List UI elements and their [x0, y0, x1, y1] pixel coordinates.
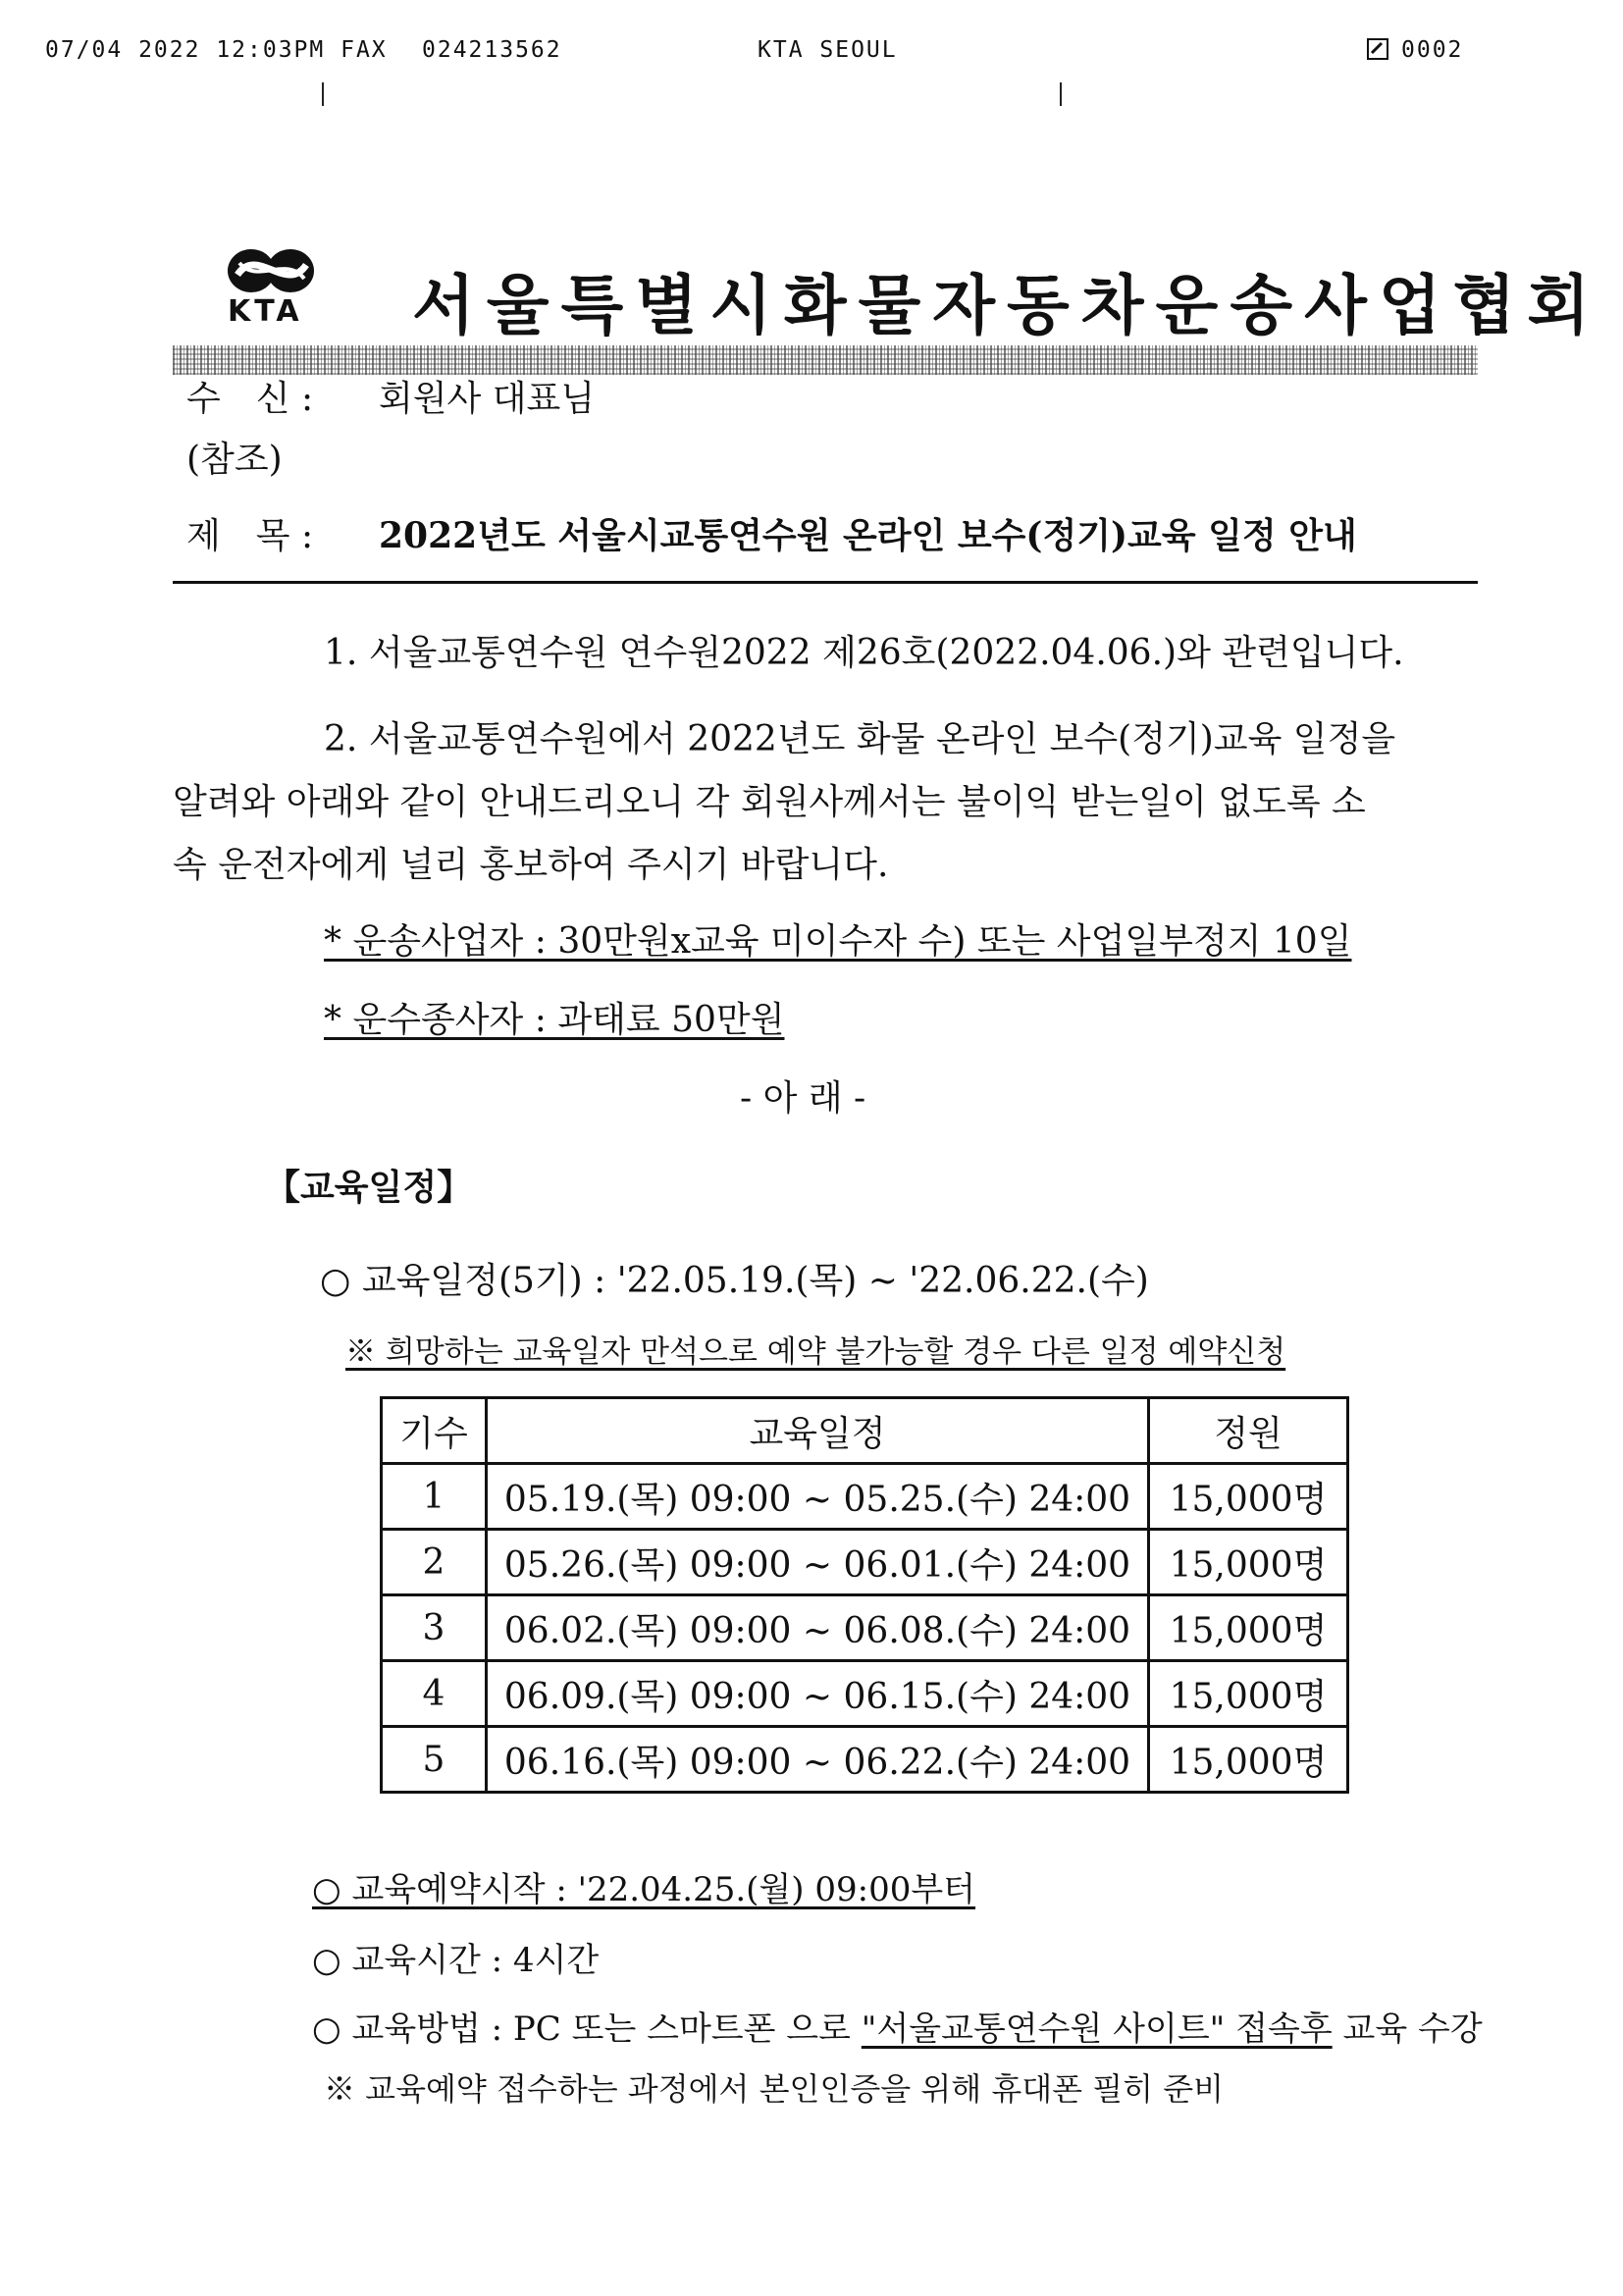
method-site: "서울교통연수원 사이트" 접속후: [861, 2009, 1333, 2049]
subject-label: 제 목 :: [186, 516, 314, 556]
column-header: 기수: [382, 1398, 487, 1464]
penalty-driver: * 운수종사자 : 과태료 50만원: [324, 1000, 785, 1040]
schedule-note: ※ 희망하는 교육일자 만석으로 예약 불가능할 경우 다른 일정 예약신청: [345, 1334, 1286, 1370]
kta-logo-text: KTA: [228, 294, 303, 329]
booking-note: ※ 교육예약 접수하는 과정에서 본인인증을 위해 휴대폰 필히 준비: [324, 2070, 1225, 2108]
schedule-table: [380, 1396, 1349, 1794]
schedule-summary: ○ 교육일정(5기) : '22.05.19.(목) ~ '22.06.22.(수): [320, 1261, 1149, 1301]
table-header-row: [382, 1398, 1348, 1464]
fax-page-icon: [1366, 37, 1389, 63]
fax-tick: [322, 82, 324, 106]
cell-capacity: 15,000명: [1149, 1727, 1348, 1793]
ref-label: (참조): [186, 440, 283, 480]
fax-datetime: 07/04 2022 12:03PM FAX: [45, 37, 388, 63]
organization-name: 서울특별시화물자동차운송사업협회: [412, 267, 1602, 343]
method-prefix: ○ 교육방법 : PC 또는 스마트폰 으로: [312, 2009, 862, 2049]
cell-capacity: 15,000명: [1149, 1530, 1348, 1595]
table-row: [382, 1595, 1348, 1661]
cell-schedule: 06.09.(목) 09:00 ~ 06.15.(수) 24:00: [487, 1661, 1149, 1727]
cell-term: 5: [382, 1727, 487, 1793]
cell-term: 2: [382, 1530, 487, 1595]
to-label: 수 신 :: [186, 379, 314, 419]
section-title: 【교육일정】: [265, 1167, 473, 1208]
cell-schedule: 06.02.(목) 09:00 ~ 06.08.(수) 24:00: [487, 1595, 1149, 1661]
fax-tick: [1060, 82, 1062, 106]
cell-capacity: 15,000명: [1149, 1464, 1348, 1530]
table-row: [382, 1727, 1348, 1793]
cell-capacity: 15,000명: [1149, 1595, 1348, 1661]
paragraph-2-line-1: 2. 서울교통연수원에서 2022년도 화물 온라인 보수(정기)교육 일정을: [324, 719, 1396, 759]
booking-start: ○ 교육예약시작 : '22.04.25.(월) 09:00부터: [312, 1870, 976, 1909]
column-header: 정원: [1149, 1398, 1348, 1464]
cell-term: 4: [382, 1661, 487, 1727]
to-value: 회원사 대표님: [379, 379, 596, 419]
table-row: [382, 1661, 1348, 1727]
letterhead-band: [173, 345, 1478, 375]
subject-value: 2022년도 서울시교통연수원 온라인 보수(정기)교육 일정 안내: [379, 515, 1357, 556]
cell-schedule: 06.16.(목) 09:00 ~ 06.22.(수) 24:00: [487, 1727, 1149, 1793]
cell-term: 1: [382, 1464, 487, 1530]
fax-page: 0002: [1401, 37, 1464, 63]
cell-capacity: 15,000명: [1149, 1661, 1348, 1727]
paragraph-1: 1. 서울교통연수원 연수원2022 제26호(2022.04.06.)와 관련입니다.: [324, 633, 1404, 673]
method-suffix: 교육 수강: [1332, 2009, 1483, 2049]
cell-term: 3: [382, 1595, 487, 1661]
cell-schedule: 05.19.(목) 09:00 ~ 05.25.(수) 24:00: [487, 1464, 1149, 1530]
table-row: [382, 1464, 1348, 1530]
paragraph-2-line-3: 속 운전자에게 널리 홍보하여 주시기 바랍니다.: [173, 845, 889, 885]
table-row: [382, 1530, 1348, 1595]
fax-number: 024213562: [422, 37, 562, 63]
cell-schedule: 05.26.(목) 09:00 ~ 06.01.(수) 24:00: [487, 1530, 1149, 1595]
column-header: 교육일정: [487, 1398, 1149, 1464]
header-rule: [173, 581, 1478, 584]
below-heading: - 아 래 -: [740, 1078, 866, 1119]
paragraph-2-line-2: 알려와 아래와 같이 안내드리오니 각 회원사께서는 불이익 받는일이 없도록 소: [173, 782, 1366, 822]
education-duration: ○ 교육시간 : 4시간: [312, 1941, 600, 1980]
education-method: [312, 2002, 1483, 2050]
penalty-operator: * 운송사업자 : 30만원x교육 미이수자 수) 또는 사업일부정지 10일: [324, 921, 1352, 962]
fax-sender: KTA SEOUL: [758, 37, 898, 63]
